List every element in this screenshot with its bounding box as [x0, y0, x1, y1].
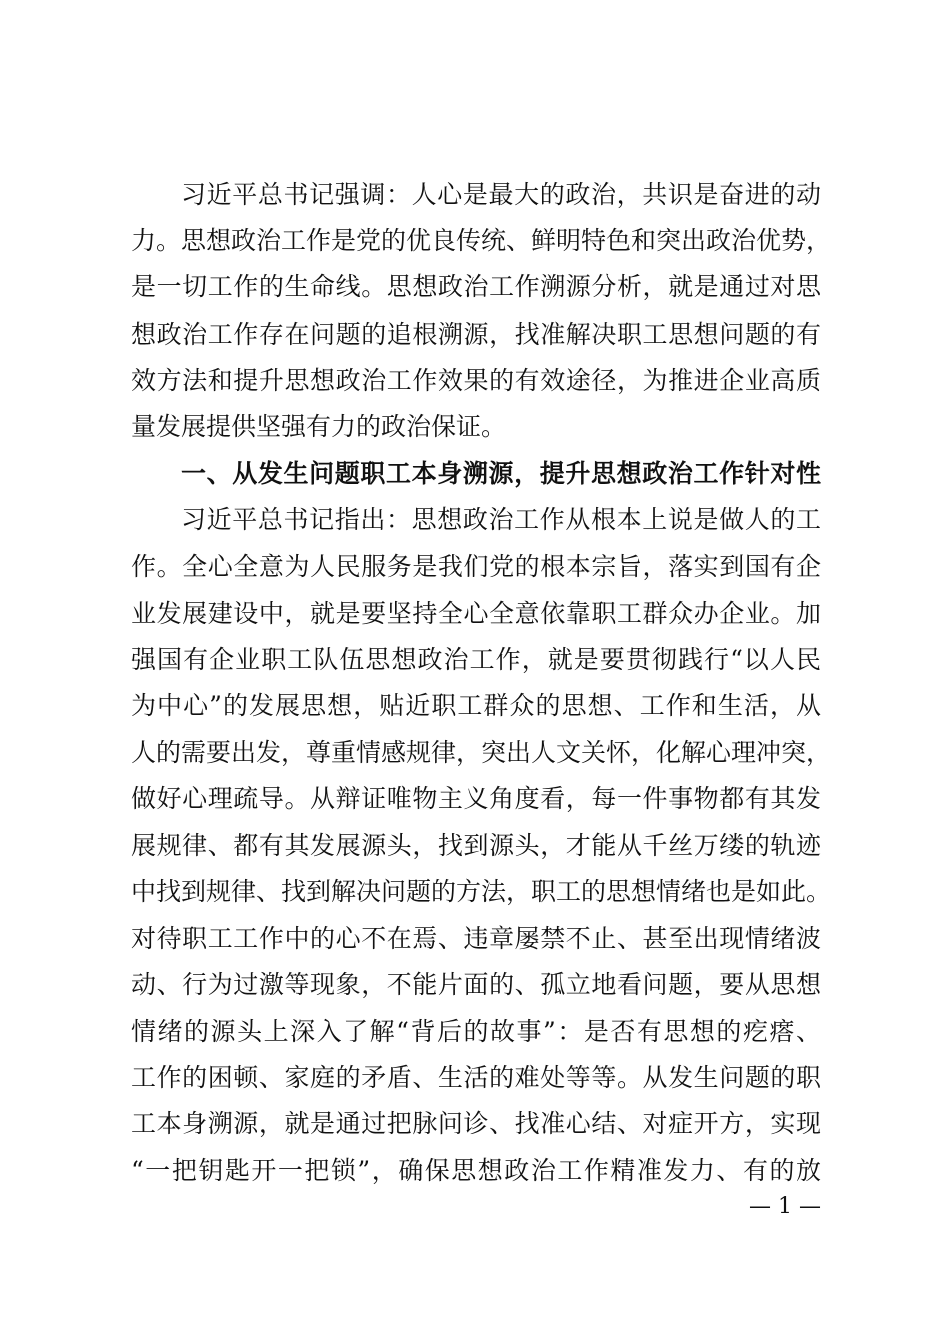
paragraph-2-line: 动、行为过激等现象，不能片面的、孤立地看问题，要从思想 [131, 970, 821, 999]
paragraph-2-line: 情绪的源头上深入了解“背后的故事”：是否有思想的疙瘩、 [131, 1017, 821, 1046]
paragraph-2-line: 强国有企业职工队伍思想政治工作，就是要贯彻践行“以人民 [131, 645, 821, 674]
paragraph-1-line: 力。思想政治工作是党的优良传统、鲜明特色和突出政治优势， [131, 226, 832, 255]
paragraph-1-line: 想政治工作存在问题的追根溯源，找准解决职工思想问题的有 [131, 320, 821, 349]
paragraph-2-line: 对待职工工作中的心不在焉、违章屡禁不止、甚至出现情绪波 [131, 924, 821, 953]
paragraph-2-line: 工本身溯源，就是通过把脉问诊、找准心结、对症开方，实现 [131, 1109, 821, 1138]
paragraph-2-line: 为中心”的发展思想，贴近职工群众的思想、工作和生活，从 [131, 691, 821, 720]
paragraph-1-line: 是一切工作的生命线。思想政治工作溯源分析，就是通过对思 [131, 272, 821, 301]
paragraph-2-line: 习近平总书记指出：思想政治工作从根本上说是做人的工 [181, 505, 821, 534]
paragraph-2-line: 作。全心全意为人民服务是我们党的根本宗旨，落实到国有企 [131, 552, 821, 581]
paragraph-2-line: 工作的困顿、家庭的矛盾、生活的难处等等。从发生问题的职 [131, 1063, 821, 1092]
paragraph-2-line: 做好心理疏导。从辩证唯物主义角度看，每一件事物都有其发 [131, 784, 821, 813]
paragraph-2-line: 业发展建设中，就是要坚持全心全意依靠职工群众办企业。加 [131, 599, 821, 628]
paragraph-1-line: 习近平总书记强调：人心是最大的政治，共识是奋进的动 [181, 180, 821, 209]
paragraph-2-line: 展规律、都有其发展源头，找到源头，才能从千丝万缕的轨迹 [131, 831, 821, 860]
paragraph-1-line: 量发展提供坚强有力的政治保证。 [131, 412, 507, 441]
page-number: — 1 — [749, 1194, 821, 1219]
paragraph-2-line: 中找到规律、找到解决问题的方法，职工的思想情绪也是如此。 [131, 877, 832, 906]
section-heading-1: 一、从发生问题职工本身溯源，提升思想政治工作针对性 [181, 459, 821, 488]
paragraph-2-line: 人的需要出发，尊重情感规律，突出人文关怀，化解心理冲突， [131, 738, 832, 767]
paragraph-1-line: 效方法和提升思想政治工作效果的有效途径，为推进企业高质 [131, 366, 821, 395]
paragraph-2-line: “一把钥匙开一把锁”，确保思想政治工作精准发力、有的放 [131, 1156, 821, 1185]
